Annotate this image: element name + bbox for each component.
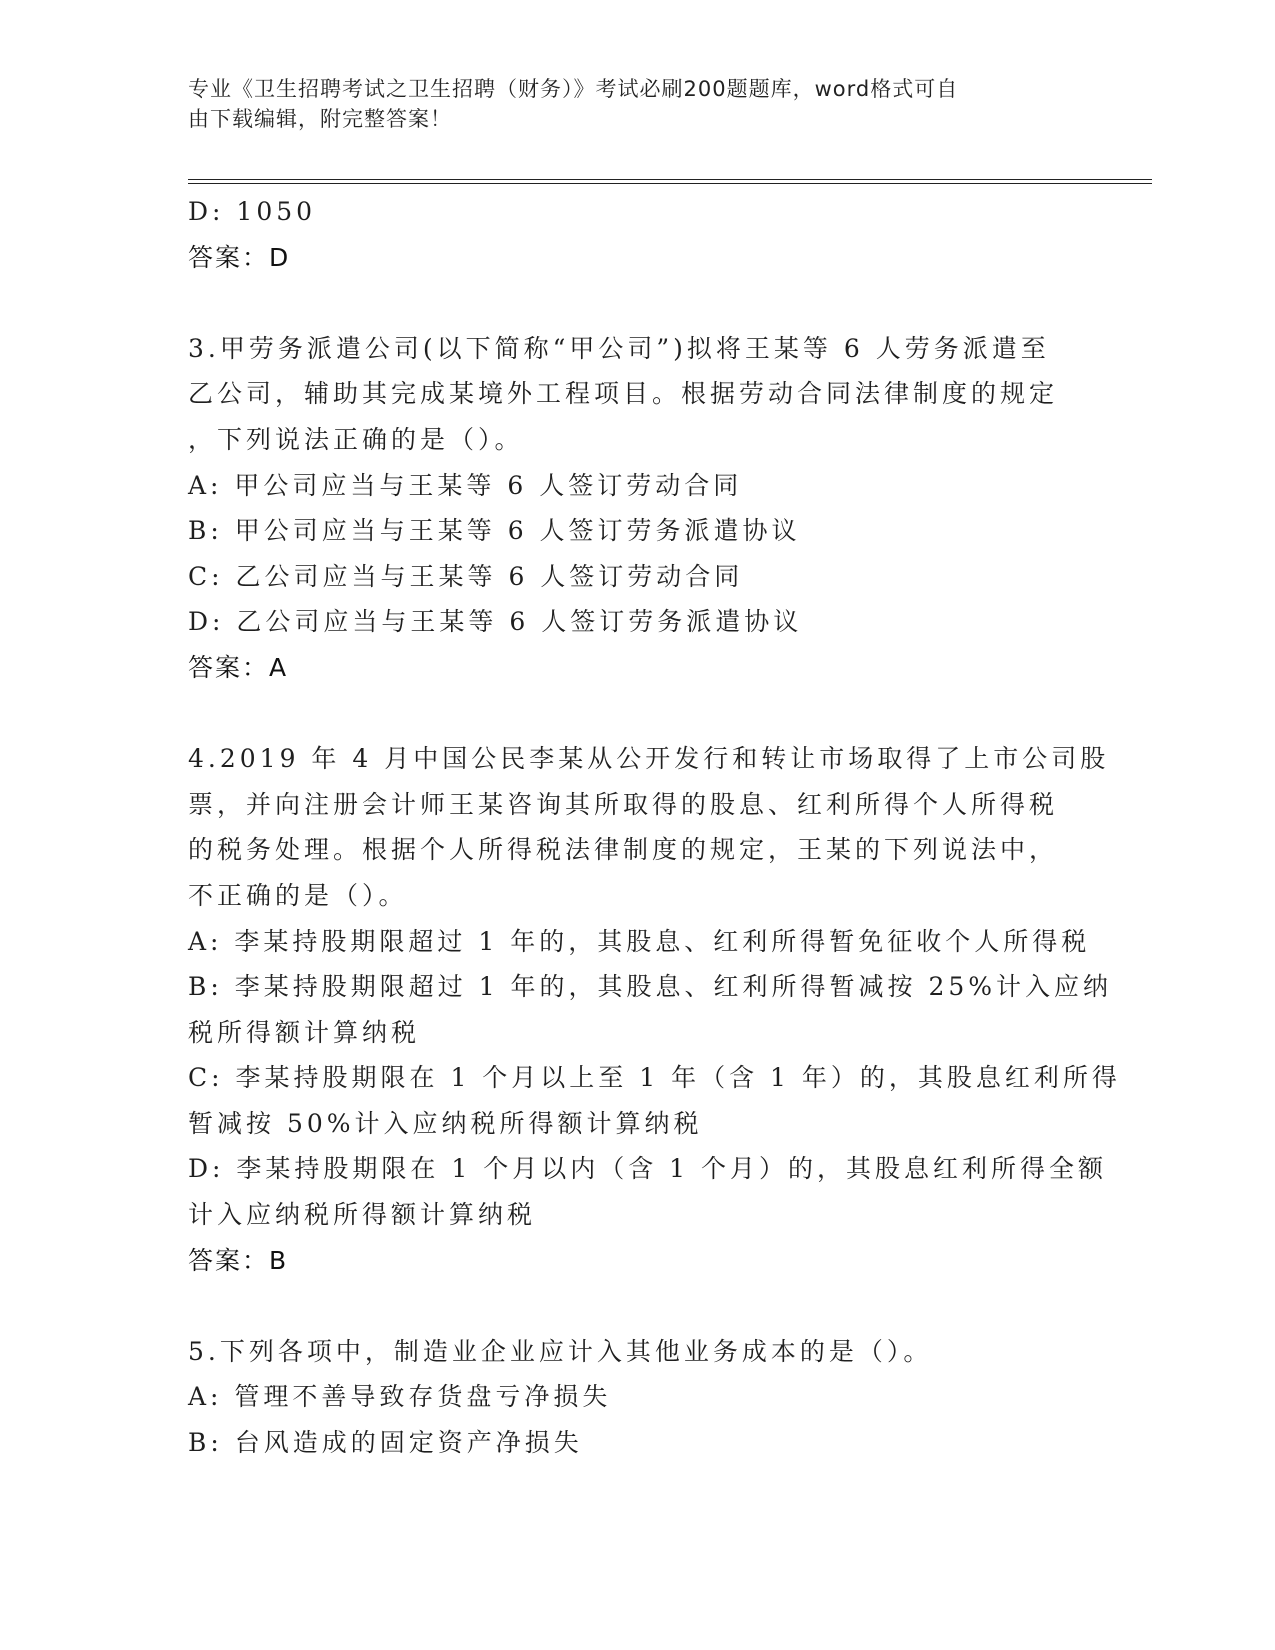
answer: 答案：D xyxy=(188,242,291,272)
question-5 xyxy=(188,1329,1088,1466)
option-b-continued: 税所得额计算纳税 xyxy=(188,1017,421,1047)
answer: 答案：B xyxy=(188,1245,289,1275)
spacer xyxy=(188,691,1088,737)
option-c: C: 乙公司应当与王某等 6 人签订劳动合同 xyxy=(188,561,744,591)
document-body xyxy=(188,189,1121,1466)
header-divider-top xyxy=(188,179,1152,180)
option-d: D: 李某持股期限在 1 个月以内（含 1 个月）的，其股息红利所得全额 xyxy=(188,1154,1108,1184)
header-title-line-2: 由下载编辑，附完整答案！ xyxy=(188,107,452,131)
option-b: B: 甲公司应当与王某等 6 人签订劳务派遣协议 xyxy=(188,516,801,546)
option-a: A: 李某持股期限超过 1 年的，其股息、红利所得暂免征收个人所得税 xyxy=(188,926,1091,956)
answer: 答案：A xyxy=(188,652,289,682)
option-a: A: 甲公司应当与王某等 6 人签订劳动合同 xyxy=(188,470,743,500)
question-stem-line: 票，并向注册会计师王某咨询其所取得的股息、红利所得个人所得税 xyxy=(188,789,1059,819)
question-stem-line: 乙公司，辅助其完成某境外工程项目。根据劳动合同法律制度的规定 xyxy=(188,379,1059,409)
question-stem-line: 5.下列各项中，制造业企业应计入其他业务成本的是（）。 xyxy=(188,1336,933,1366)
option-c: C: 李某持股期限在 1 个月以上至 1 年（含 1 年）的，其股息红利所得 xyxy=(188,1063,1121,1093)
header-divider-bottom xyxy=(188,183,1152,184)
question-stem-line: 4.2019 年 4 月中国公民李某从公开发行和转让市场取得了上市公司股 xyxy=(188,744,1110,774)
question-3 xyxy=(188,326,1088,691)
option-a: A: 管理不善导致存货盘亏净损失 xyxy=(188,1382,612,1412)
spacer xyxy=(188,1283,1088,1329)
option-d-continued: 计入应纳税所得额计算纳税 xyxy=(188,1200,537,1230)
question-4 xyxy=(188,736,1121,1283)
question-stem-line: ，下列说法正确的是（）。 xyxy=(188,424,524,454)
option-d: D: 乙公司应当与王某等 6 人签订劳务派遣协议 xyxy=(188,607,803,637)
option-b: B: 李某持股期限超过 1 年的，其股息、红利所得暂减按 25%计入应纳 xyxy=(188,972,1113,1002)
header-title-line-1: 专业《卫生招聘考试之卫生招聘（财务）》考试必刷200题题库，word格式可自 xyxy=(188,77,959,101)
option-b: B: 台风造成的固定资产净损失 xyxy=(188,1428,583,1458)
question-stem-line: 3.甲劳务派遣公司(以下简称“甲公司”)拟将王某等 6 人劳务派遣至 xyxy=(188,333,1050,363)
document-header xyxy=(188,74,1068,134)
question-stem-line: 不正确的是（）。 xyxy=(188,880,408,910)
option-c-continued: 暂减按 50%计入应纳税所得额计算纳税 xyxy=(188,1108,703,1138)
question-2-tail xyxy=(188,189,1088,280)
question-stem-line: 的税务处理。根据个人所得税法律制度的规定，王某的下列说法中， xyxy=(188,835,1059,865)
spacer xyxy=(188,280,1088,326)
option-d: D: 1050 xyxy=(188,197,317,226)
